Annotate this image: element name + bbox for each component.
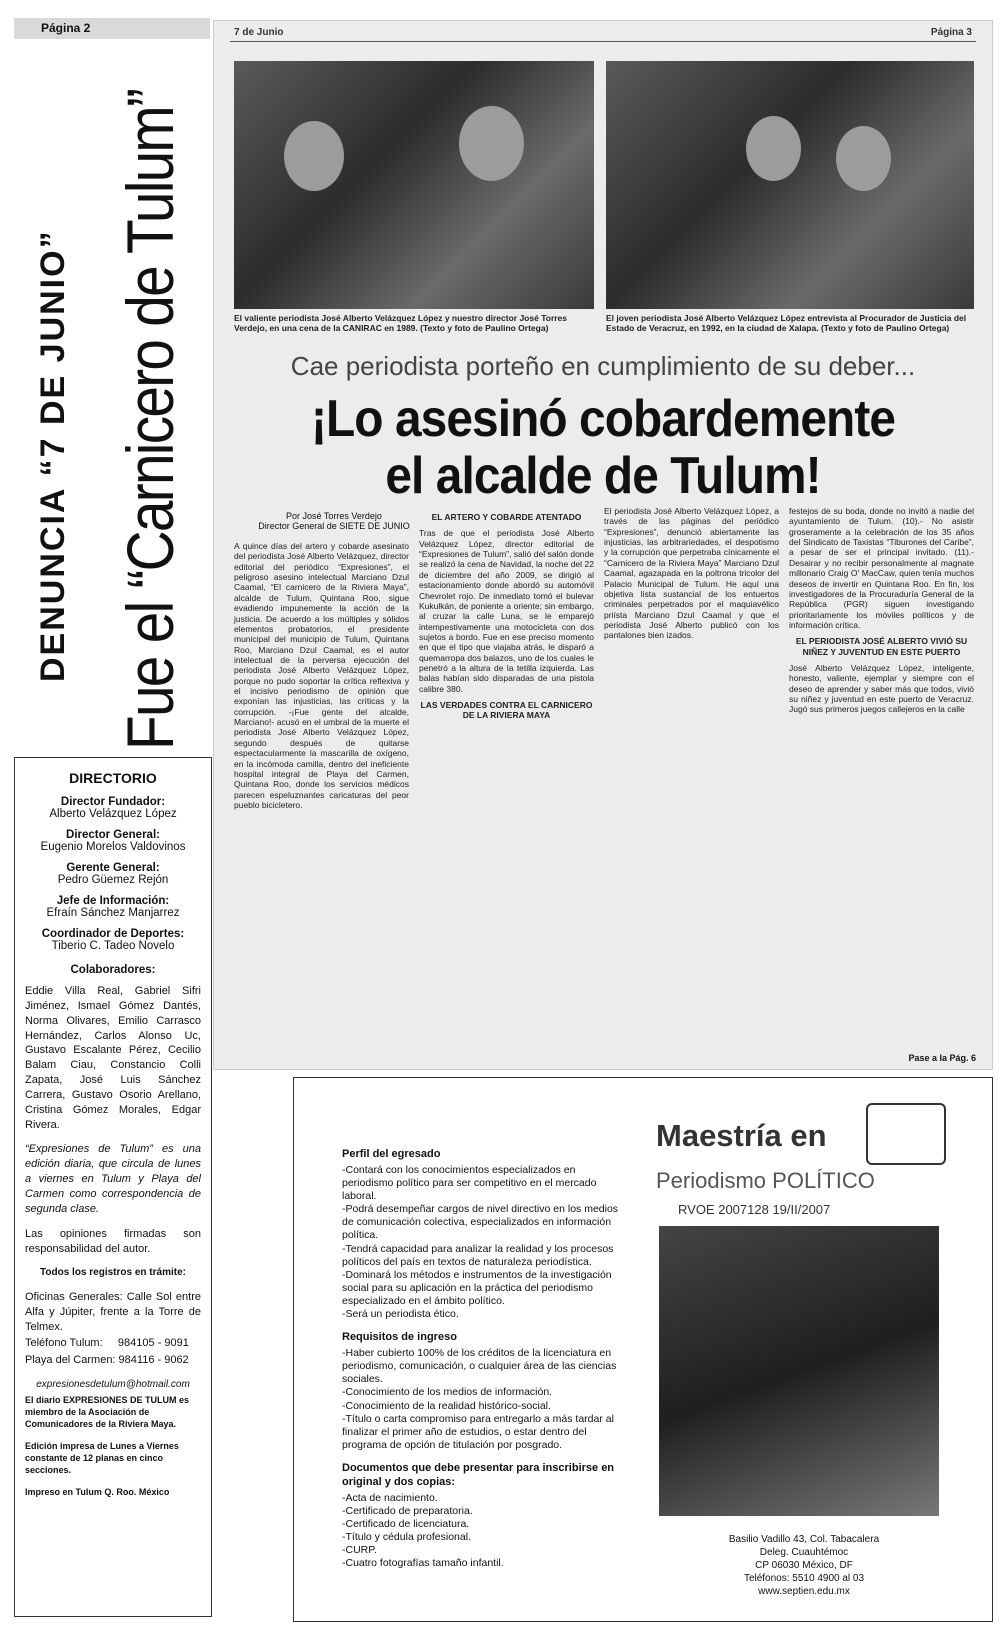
documento-item: -Acta de nacimiento. xyxy=(342,1491,438,1504)
ad-title: Maestría en xyxy=(656,1118,827,1153)
email-address[interactable]: expresionesdetulum@hotmail.com xyxy=(36,1379,190,1391)
directory-title: DIRECTORIO xyxy=(69,770,157,786)
ad-photo-student xyxy=(659,1226,939,1516)
vertical-headline xyxy=(14,40,210,755)
article-column-2 xyxy=(419,506,594,727)
address-line: Basilio Vadillo 43, Col. Tabacalera xyxy=(728,1534,880,1545)
directory-name: Pedro Güemez Rejón xyxy=(57,874,169,886)
photo-caption-1: El valiente periodista José Alberto Velázquez López y nuestro director José Torres Verdejo, en una cena de la CANIRAC en 1989. (Texto y foto de Paulino Ortega) xyxy=(234,313,568,334)
subhead: LAS VERDADES CONTRA EL CARNICERO DE LA RIVIERA MAYA xyxy=(420,700,593,721)
address-line: Teléfonos: 5510 4900 al 03 xyxy=(743,1573,865,1584)
column-text: José Alberto Velázquez López, inteligente, honesto, valiente, ejemplar y siempre con el deseo de aprender y saber más que todos, vivió su niñez y juventud en este puerto de Veracruz. Jugó sus primeros juegos callejeros en la calle xyxy=(789,663,974,715)
opinion-note: Las opiniones firmadas son responsabilidad del autor. xyxy=(25,1227,201,1255)
address-line: CP 06030 México, DF xyxy=(755,1560,853,1571)
directory-role: Coordinador de Deportes: xyxy=(41,928,185,940)
perfil-item: -Tendrá capacidad para analizar la realidad y los procesos políticos del país en textos de naturaleza periodística. xyxy=(342,1242,614,1268)
ad-rvoe: RVOE 2007128 19/II/2007 xyxy=(678,1202,831,1217)
directory-role: Director General: xyxy=(66,829,160,841)
perfil-item: -Podrá desempeñar cargos de nivel directivo en los medios de comunicación colectiva, especializados en información política. xyxy=(342,1203,619,1242)
vertical-headline-line2: Fue el “Carnicero de Tulum” xyxy=(113,89,187,750)
photo-interview xyxy=(606,61,974,309)
article-headline xyxy=(245,391,961,505)
phone-tulum: Teléfono Tulum: 984105 - 9091 xyxy=(25,1337,189,1350)
directory-box xyxy=(14,757,212,1617)
documento-item: -CURP. xyxy=(342,1544,377,1556)
association-note: El diario EXPRESIONES DE TULUM es miembro de la Asociación de Comunicadores de la Riviera Maya. xyxy=(25,1394,190,1429)
requisito-item: -Título o carta compromiso para entregarlo a más tardar al finalizar el primer año de estudios, o estar dentro del programa de opción de titulación por posgrado. xyxy=(342,1412,614,1451)
requisitos-title: Requisitos de ingreso xyxy=(342,1331,457,1344)
directory-role: Director Fundador: xyxy=(60,796,166,808)
phone-playa: Playa del Carmen: 984116 - 9062 xyxy=(25,1354,189,1367)
ad-address xyxy=(659,1533,949,1598)
clipping-page: Página 3 xyxy=(930,27,972,38)
collaborators-title: Colaboradores: xyxy=(70,964,156,976)
headline-line1: ¡Lo asesinó cobardemente xyxy=(310,390,896,448)
edition-note: Edición impresa de Lunes a Viernes constante de 12 planas en cinco secciones. xyxy=(25,1440,179,1476)
clipping-date: 7 de Junio xyxy=(234,27,284,38)
article-column-1: A quince días del artero y cobarde asesinato del periodista José Alberto Velázquez, director editorial del periódico “Expresiones”, el peligroso asesino intelectual Marciano Dzul Caamal, “El carnicero de la Riviera Maya”, alcalde de Tulum, Quintana Roo, sigue evadiendo impunemente la acción de la justicia. De acuerdo a los múltiples y sólidos elementos probatorios, el presidente municipal del municipio de Tulum, Quintana Roo, Marciano Dzul Caamal, es el autor intelectual de la perversa ejecución del periodista José Alberto Velázquez López, porque no pudo soportar la crítica reflexiva y el incisivo periodismo de opinión que exponían las injusticias, las críticas y la corrupción. -¡Fue gente del alcalde, Marciano!- acusó en el umbral de la muerte el periodista José Alberto Velázquez López, segundo después de quitarse espectacularmente la mascarilla de oxígeno, en la incómoda camilla, dentro del ineficiente hospital integral de Playa del Carmen, Quintana Roo, donde los servicios médicos parecen espeluznantes caricaturas del peor pueblo bicicletero. xyxy=(234,541,409,810)
directory-name: Efraín Sánchez Manjarrez xyxy=(46,907,180,919)
school-logo xyxy=(866,1103,946,1165)
collaborators-list: Eddie Villa Real, Gabriel Sifri Jiménez, Ismael Gómez Dantés, Norma Olivares, Emilio Carrasco Hernández, Carlos Alonso Uc, Gustavo Escalante Pérez, Cecilio Balam Ciau, Constancio Colli Zapata, José Luis Sánchez Carrera, Gustavo Osorio Arellano, Cristina Gómez Morales, Edgar Rivera. xyxy=(25,985,201,1131)
address-line: Deleg. Cuauhtémoc xyxy=(759,1547,849,1558)
vertical-headline-line1: DENUNCIA “7 DE JUNIO” xyxy=(34,229,72,682)
requisito-item: -Haber cubierto 100% de los créditos de la licenciatura en periodismo, comunicación, o cualquier área de las ciencias sociales. xyxy=(342,1347,617,1386)
article-kicker: Cae periodista porteño en cumplimiento de su deber... xyxy=(290,351,916,381)
byline xyxy=(254,511,414,531)
photo-caption-2: El joven periodista José Alberto Velázquez López entrevista al Procurador de Justicia del Estado de Veracruz, en 1992, en la ciudad de Xalapa. (Texto y foto de Paulino Ortega) xyxy=(606,313,967,334)
newspaper-clipping xyxy=(213,20,993,1070)
masters-advertisement xyxy=(293,1077,993,1622)
column-text: Tras de que el periodista José Alberto Velázquez López, director editorial de “Expresiones de Tulum”, salió del salón donde se realizó la cena de Navidad, la noche del 22 de diciembre del año 2009, se dirigió al estacionamiento donde abordó su automóvil Chevrolet rojo. De inmediato tomó el bulevar Kukulkán, de poniente a oriente; sin embargo, al cruzar la calle Luna, se le emparejó intempestivamente una motocicleta con dos sujetos a bordo. Fue en ese preciso momento en que el tipo que viajaba atrás, le disparó a quemarropa dos balazos, uno de los cuales le penetró a la altura de la tetilla izquierda. Las balas habían sido disparadas de una pistola calibre 380. xyxy=(419,528,594,694)
article-column-3: El periodista José Alberto Velázquez López, a través de las páginas del periódico “Expresiones”, denunció abiertamente las injusticias, las arbitrariedades, el despotismo y la corrupción que perpetraba cínicamente el “Carnicero de la Riviera Maya” Marciano Dzul Caamal, agazapada en la poltrona tricolor del Palacio Municipal de Tulum. He aquí una objetiva lista sustancial de los entuertos criminales perpetrados por el maquiavélico priísta Marciano Dzul Caamal y que el periodista José Alberto publicó con los pantalones bien izados. xyxy=(604,506,779,641)
documentos-title: Documentos que debe presentar para inscribirse en original y dos copias: xyxy=(342,1462,615,1488)
directory-name: Eugenio Morelos Valdovinos xyxy=(40,841,186,853)
printed-note: Impreso en Tulum Q. Roo. México xyxy=(25,1487,170,1498)
registros-note: Todos los registros en trámite: xyxy=(40,1267,186,1279)
continued-note: Pase a la Pág. 6 xyxy=(908,1053,976,1063)
address-line: www.septien.edu.mx xyxy=(758,1586,850,1597)
publication-note: “Expresiones de Tulum” es una edición diaria, que circula de lunes a viernes en Tulum y Playa del Carmen como correspondencia de segunda clase. xyxy=(25,1143,201,1215)
requisito-item: -Conocimiento de los medios de información. xyxy=(342,1386,553,1399)
ad-subtitle: Periodismo POLÍTICO xyxy=(656,1168,875,1193)
photo-dinner xyxy=(234,61,594,309)
byline-title: Director General de SIETE DE JUNIO xyxy=(258,521,410,531)
column-text: festejos de su boda, donde no invitó a nadie del ayuntamiento de Tulum. (10).- No asistir groseramente a la celebración de los 35 años del Sindicato de Taxistas “Tiburones del Caribe”, a pesar de ser el principal invitado. (11).- Desairar y no recibir personalmente al magnate millonario Craig O' MacCaw, quien tenía muchos deseos de invertir en Quintana Roo. En fin, los investigadores de la Procuraduría General de la República (PGR) siguen investigando prioritariamente los móviles políticos y de información crítica. xyxy=(789,506,974,630)
directory-name: Tiberio C. Tadeo Novelo xyxy=(51,940,175,952)
documento-item: -Certificado de preparatoria. xyxy=(342,1504,473,1517)
requisito-item: -Conocimiento de la realidad histórico-social. xyxy=(342,1399,551,1412)
documento-item: -Certificado de licenciatura. xyxy=(342,1517,470,1530)
page-number-tab: Página 2 xyxy=(14,18,210,39)
perfil-item: -Contará con los conocimientos especializados en periodismo político para ser competitivo en el mercado laboral. xyxy=(342,1163,597,1202)
subhead: EL ARTERO Y COBARDE ATENTADO xyxy=(431,512,582,522)
offices-address: Oficinas Generales: Calle Sol entre Alfa y Júpiter, frente a la Torre de Telmex. xyxy=(25,1290,201,1333)
article-column-4 xyxy=(789,506,974,715)
documento-item: -Título y cédula profesional. xyxy=(342,1530,471,1543)
clipping-rule xyxy=(230,41,976,42)
directory-role: Gerente General: xyxy=(66,862,160,874)
directory-name: Alberto Velázquez López xyxy=(49,808,177,820)
perfil-item: -Dominará los métodos e instrumentos de la investigación social para su aplicación en la práctica del periodismo especializado en el ámbito político. xyxy=(342,1268,612,1307)
ad-requirements xyxy=(342,1138,622,1570)
documento-item: -Cuatro fotografías tamaño infantil. xyxy=(342,1557,504,1570)
headline-line2: el alcalde de Tulum! xyxy=(385,447,821,506)
directory-role: Jefe de Información: xyxy=(56,895,170,907)
byline-author: Por José Torres Verdejo xyxy=(286,511,382,521)
subhead: EL PERIODISTA JOSÉ ALBERTO VIVIÓ SU NIÑEZ Y JUVENTUD EN ESTE PUERTO xyxy=(795,636,968,657)
perfil-item: -Será un periodista ético. xyxy=(342,1308,459,1321)
perfil-title: Perfil del egresado xyxy=(342,1148,441,1160)
